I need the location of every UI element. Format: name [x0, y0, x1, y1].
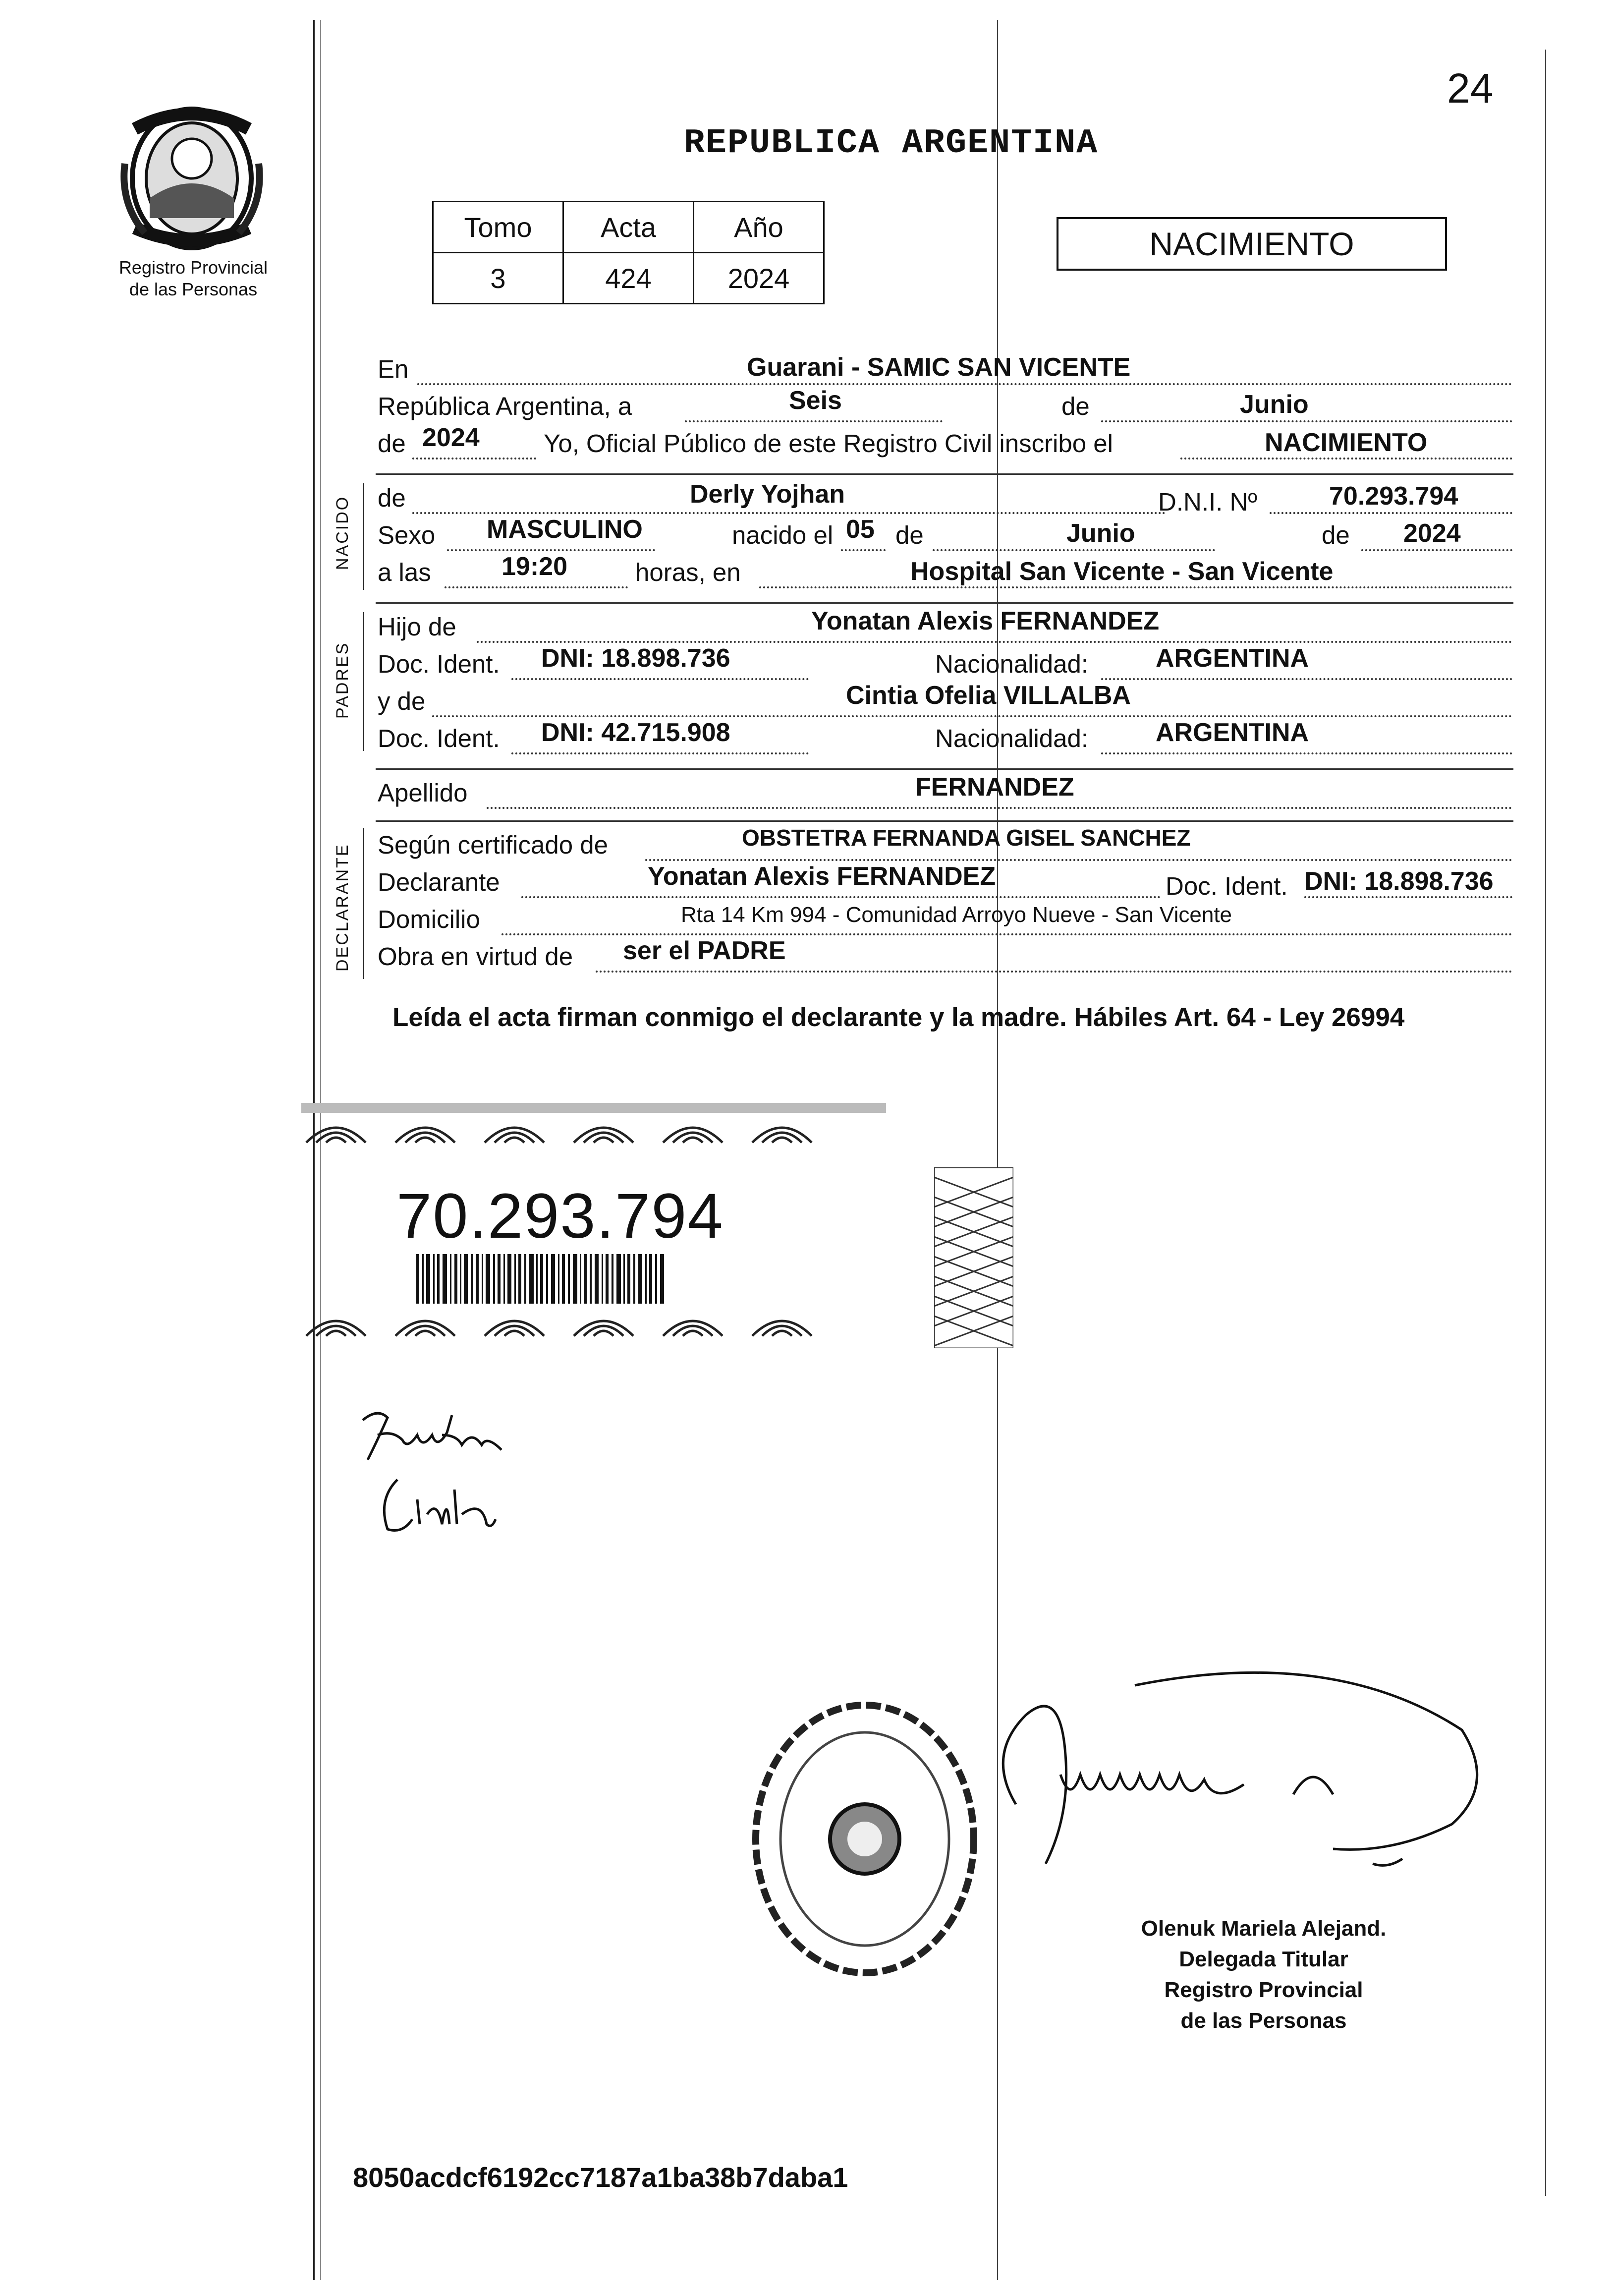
apellido-label: Apellido	[378, 779, 468, 807]
month-dots	[1101, 420, 1512, 422]
mother-dots	[432, 715, 1512, 717]
horas-label: horas, en	[635, 558, 741, 586]
document-hash: 8050acdcf6192cc7187a1ba38b7daba1	[353, 2162, 848, 2193]
en-dots	[417, 383, 1512, 385]
mother-nat: ARGENTINA	[1156, 718, 1309, 747]
father-nat: ARGENTINA	[1156, 644, 1309, 673]
row-en	[378, 354, 1512, 386]
dni-label: D.N.I. Nº	[1158, 488, 1257, 516]
obra-label: Obra en virtud de	[378, 942, 573, 971]
tomo-header: Tomo	[433, 202, 563, 253]
record-type-box: NACIMIENTO	[1057, 217, 1447, 271]
father-nat-dots	[1101, 678, 1512, 680]
page-number: 24	[1447, 65, 1494, 112]
official-name-stamp	[1115, 1913, 1412, 2036]
registry-name-line1: Registro Provincial	[118, 257, 268, 278]
closing-statement: Leída el acta firman conmigo el declarante y la madre. Hábiles Art. 64 - Ley 26994	[392, 1003, 1405, 1032]
nacido-bracket	[363, 483, 364, 590]
hijo-label: Hijo de	[378, 613, 456, 641]
dni-dots	[1270, 512, 1512, 514]
mother-nat-label: Nacionalidad:	[935, 724, 1089, 752]
separator-1	[376, 473, 1513, 475]
father-doc-dots	[511, 678, 809, 680]
barcode-number: 70.293.794	[396, 1181, 724, 1252]
mother-doc-label: Doc. Ident.	[378, 724, 500, 752]
obra-dots	[596, 971, 1512, 973]
signature-cintia	[373, 1470, 497, 1539]
section-label-declarante: DECLARANTE	[333, 843, 352, 972]
row-sexo	[378, 515, 1512, 552]
separator-4	[376, 820, 1513, 822]
apellido-value: FERNANDEZ	[915, 773, 1074, 802]
father-nat-label: Nacionalidad:	[935, 650, 1089, 678]
security-hologram	[934, 1167, 1013, 1348]
child-name: Derly Yojhan	[690, 480, 845, 509]
decl-doc-label: Doc. Ident.	[1166, 872, 1288, 900]
row-hora	[378, 552, 1512, 589]
inscribo-dots	[1180, 458, 1512, 459]
official-registry-line1: Registro Provincial	[1164, 1978, 1363, 2002]
record-number-table	[432, 201, 825, 304]
certificado-dots	[645, 859, 1512, 861]
section-label-padres: PADRES	[333, 641, 352, 719]
father-doc: DNI: 18.898.736	[541, 644, 730, 673]
mother-doc-dots	[511, 752, 809, 754]
declarante-label: Declarante	[378, 868, 500, 896]
row-madre	[378, 681, 1512, 718]
row-obra	[378, 936, 1512, 974]
y-de-label: y de	[378, 687, 426, 715]
birth-day: 05	[846, 515, 875, 544]
apellido-dots	[487, 807, 1512, 809]
decl-doc-dots	[1304, 896, 1512, 898]
separator-3	[376, 768, 1513, 770]
separator-2	[376, 602, 1513, 604]
year-value: 2024	[422, 423, 480, 452]
anio-header: Año	[694, 202, 824, 253]
row-fecha	[378, 386, 1512, 423]
birth-day-dots	[841, 549, 886, 551]
row-apellido	[378, 773, 1512, 810]
nacido-label: nacido el	[732, 521, 834, 549]
row-certificado	[378, 825, 1512, 862]
acta-value: 424	[563, 253, 694, 304]
en-value: Guarani - SAMIC SAN VICENTE	[747, 353, 1131, 382]
row-domicilio	[378, 905, 1512, 936]
day-value: Seis	[789, 386, 842, 415]
obra-value: ser el PADRE	[623, 936, 786, 965]
declarante-dots	[521, 896, 1161, 898]
official-registry-line2: de las Personas	[1180, 2009, 1347, 2033]
row-inscripcion	[378, 423, 1512, 460]
de-label: de	[1061, 392, 1090, 420]
document-title: REPUBLICA ARGENTINA	[684, 124, 1099, 163]
row-declarante	[378, 862, 1512, 900]
father-doc-label: Doc. Ident.	[378, 650, 500, 678]
birth-month-dots	[933, 549, 1215, 551]
mother-name: Cintia Ofelia VILLALBA	[846, 681, 1131, 710]
de-birth-month-label: de	[895, 521, 924, 549]
oficial-text: Yo, Oficial Público de este Registro Civil inscribo el	[544, 429, 1113, 458]
child-dni: 70.293.794	[1329, 482, 1458, 511]
misiones-coat-of-arms-logo	[115, 104, 269, 253]
a-las-label: a las	[378, 558, 431, 586]
en-label: En	[378, 355, 409, 383]
sexo-label: Sexo	[378, 521, 436, 549]
mother-nat-dots	[1101, 752, 1512, 754]
sexo-value: MASCULINO	[487, 515, 643, 544]
anio-value: 2024	[694, 253, 824, 304]
de-name-label: de	[378, 484, 406, 512]
place-dots	[759, 586, 1512, 588]
tomo-value: 3	[433, 253, 563, 304]
domicilio-label: Domicilio	[378, 905, 480, 933]
row-nombre	[378, 480, 1512, 516]
official-name: Olenuk Mariela Alejand.	[1141, 1916, 1387, 1941]
declarante-value: Yonatan Alexis FERNANDEZ	[648, 862, 996, 891]
time-dots	[445, 586, 628, 588]
father-name: Yonatan Alexis FERNANDEZ	[811, 607, 1160, 635]
declarante-bracket	[363, 828, 364, 979]
row-padre	[378, 607, 1512, 644]
right-margin-line	[1545, 50, 1546, 2196]
year-dots	[412, 458, 536, 459]
decl-doc-value: DNI: 18.898.736	[1304, 867, 1494, 896]
registry-name	[99, 257, 287, 300]
certificado-value: OBSTETRA FERNANDA GISEL SANCHEZ	[742, 825, 1191, 851]
day-dots	[685, 420, 943, 422]
birth-place: Hospital San Vicente - San Vicente	[910, 557, 1334, 586]
section-label-nacido: NACIDO	[333, 495, 352, 570]
domicilio-dots	[501, 933, 1512, 935]
birth-month: Junio	[1066, 519, 1135, 548]
mother-doc: DNI: 42.715.908	[541, 718, 730, 747]
republica-label: República Argentina, a	[378, 392, 632, 420]
signature-yonatan	[358, 1405, 506, 1470]
row-madre-doc	[378, 718, 1512, 755]
de-birth-year-label: de	[1322, 521, 1350, 549]
domicilio-value: Rta 14 Km 994 - Comunidad Arroyo Nueve - San Vicente	[681, 903, 1232, 927]
certificado-label: Según certificado de	[378, 831, 608, 859]
name-dots	[412, 512, 1166, 514]
birth-year: 2024	[1403, 519, 1461, 548]
birth-year-dots	[1361, 549, 1512, 551]
acta-header: Acta	[563, 202, 694, 253]
official-seal-stamp	[746, 1695, 984, 1983]
official-signature	[986, 1656, 1492, 1884]
registry-name-line2: de las Personas	[129, 279, 258, 299]
padres-bracket	[363, 612, 364, 751]
sexo-dots	[447, 549, 655, 551]
official-role: Delegada Titular	[1179, 1947, 1348, 1971]
inscribo-value: NACIMIENTO	[1265, 428, 1428, 457]
birth-time: 19:20	[501, 552, 567, 581]
month-value: Junio	[1240, 390, 1309, 419]
de-year-label: de	[378, 429, 406, 458]
father-dots	[477, 641, 1512, 643]
row-padre-doc	[378, 644, 1512, 681]
